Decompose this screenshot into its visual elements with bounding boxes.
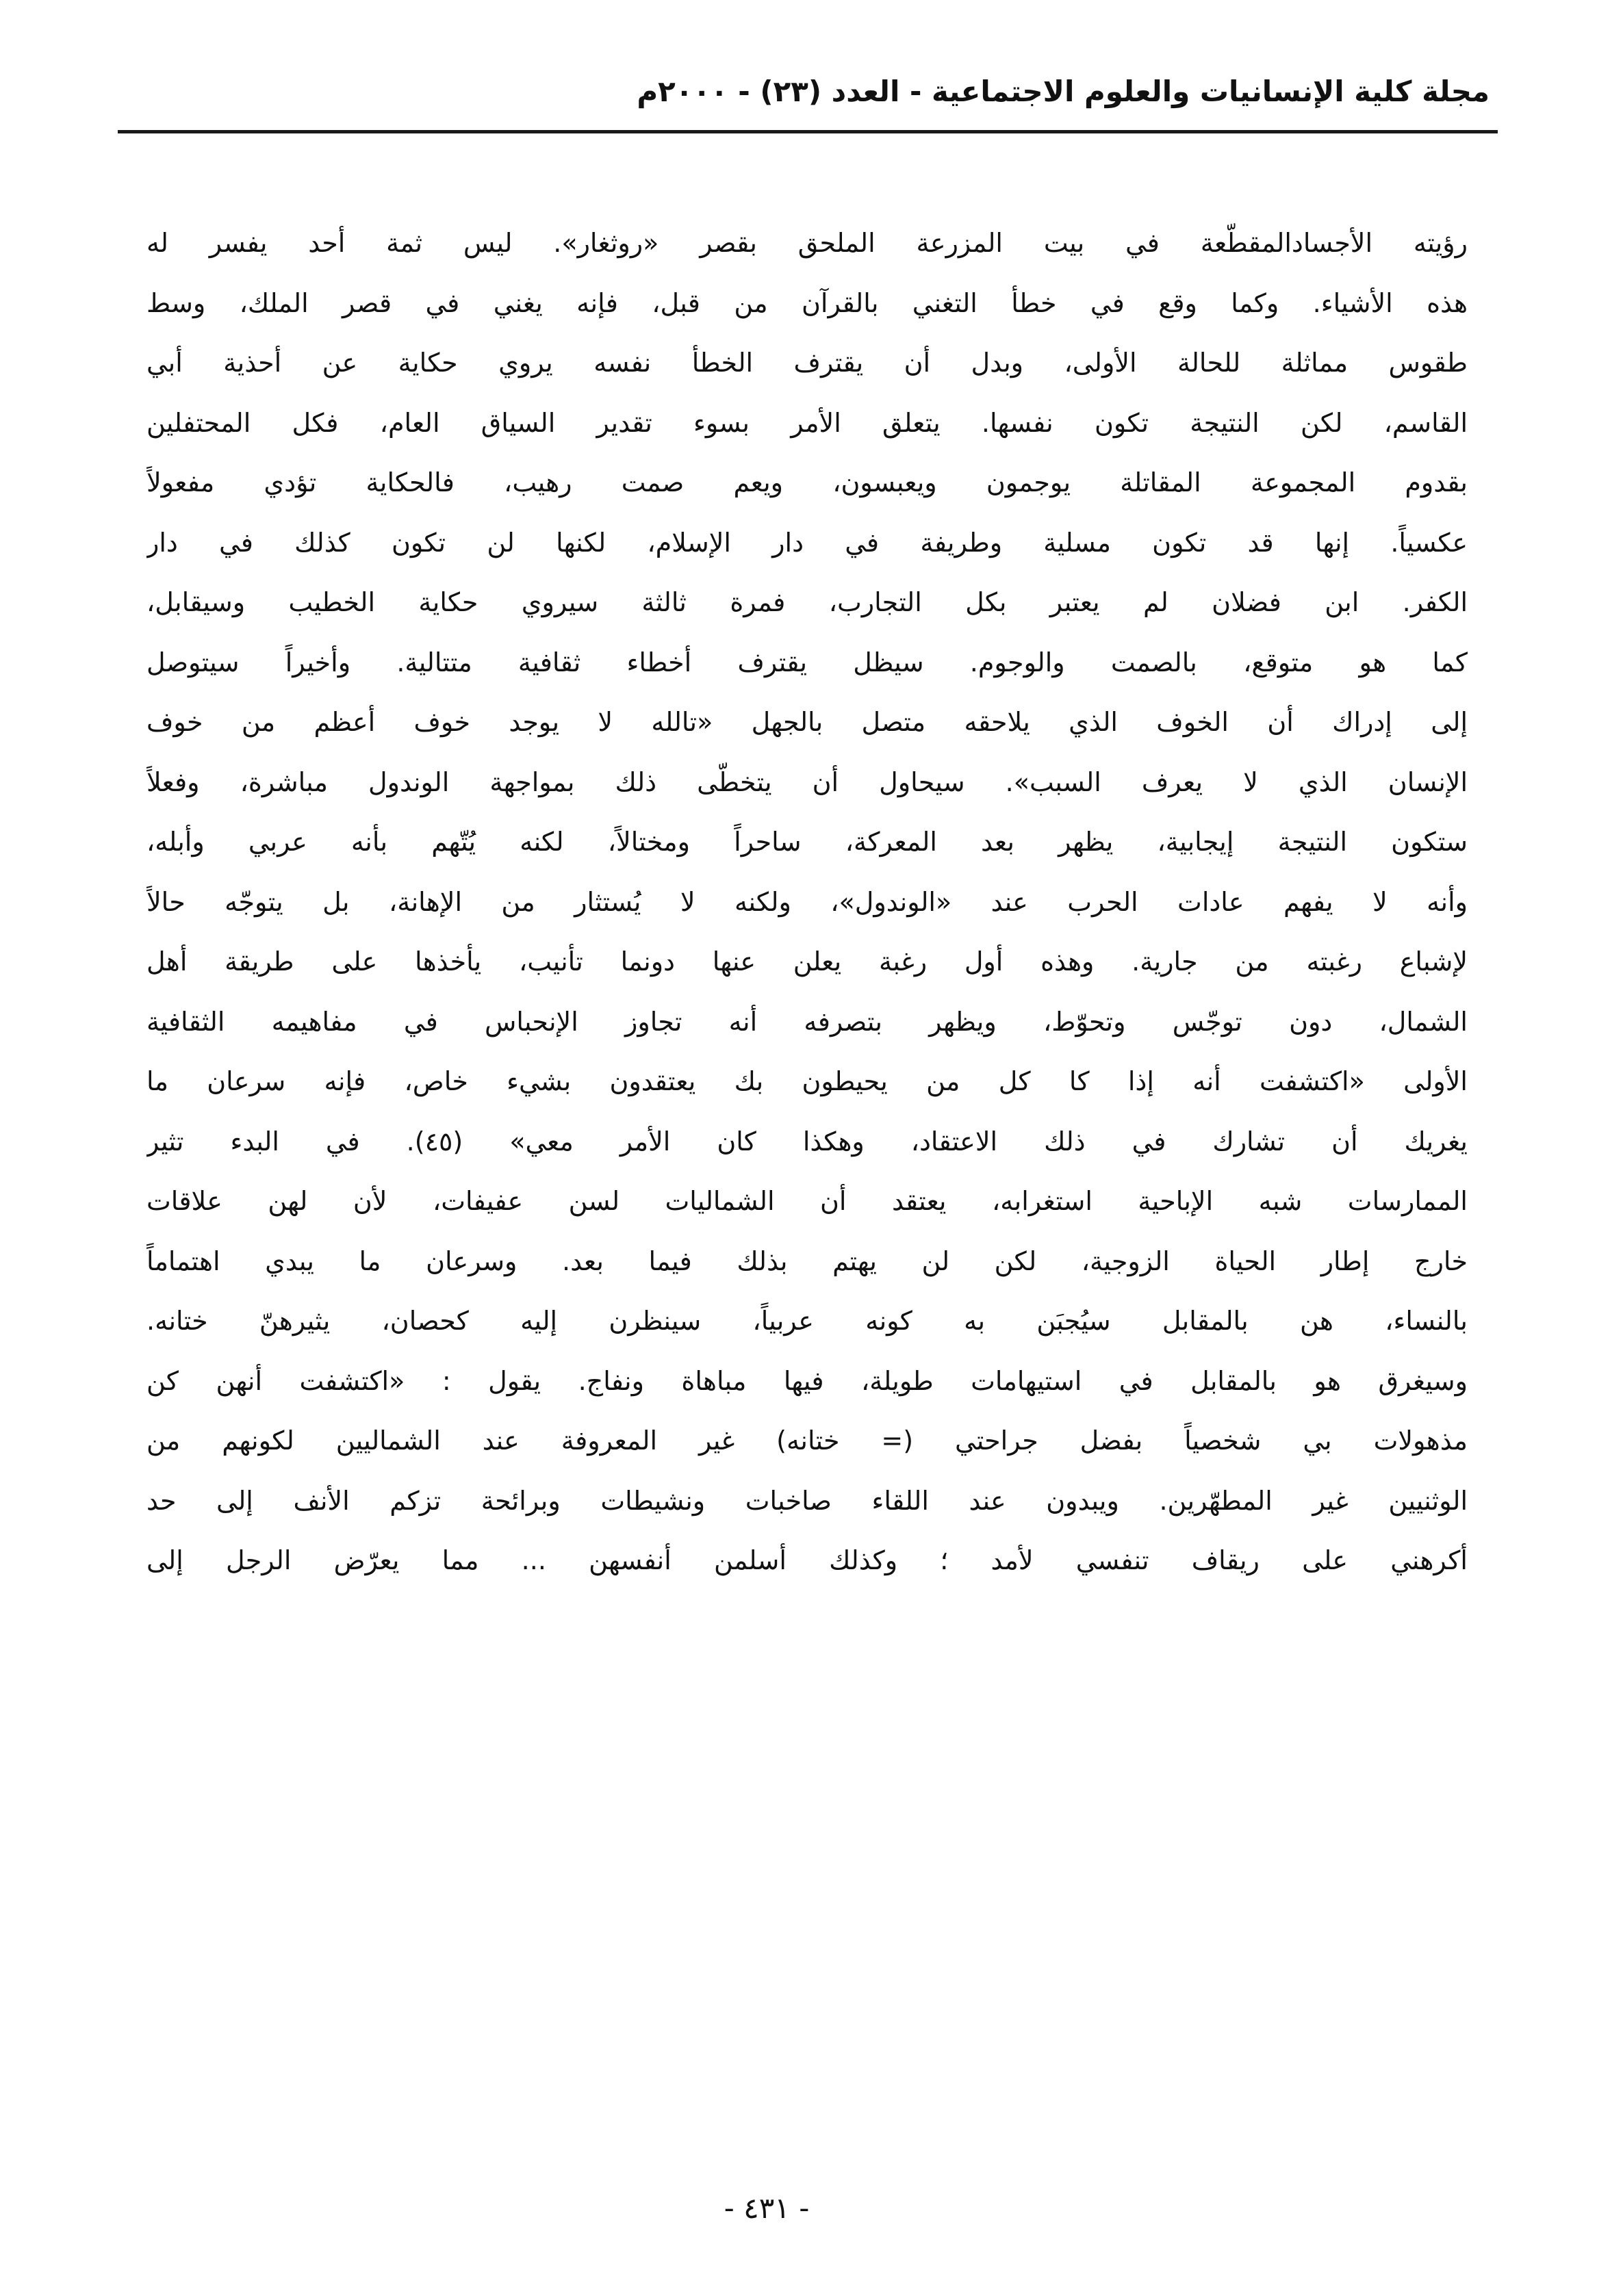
body-line-7: الكفر. ابن فضلان لم يعتبر بكل التجارب، فمرة ثالثة سيروي حكاية الخطيب وسيقابل، (146, 587, 1468, 617)
body-text (146, 214, 1468, 1591)
body-line-14: الشمال، دون توجّس وتحوّط، ويظهر بتصرفه أنه تجاوز الإنحباس في مفاهيمه الثقافية (146, 1006, 1468, 1037)
body-line-15: الأولى «اكتشفت أنه إذا كا كل من يحيطون بك يعتقدون بشيء خاص، فإنه سرعان ما (146, 1066, 1468, 1096)
body-line-23: أكرهني على ريقاف تنفسي لأمد ؛ وكذلك أسلمن أنفسهن ... مما يعرّض الرجل إلى (146, 1545, 1468, 1575)
body-line-13: لإشباع رغبته من جارية. وهذه أول رغبة يعلن عنها دونما تأنيب، يأخذها على طريقة أهل (146, 946, 1468, 977)
body-line-18: خارج إطار الحياة الزوجية، لكن لن يهتم بذلك فيما بعد. وسرعان ما يبدي اهتماماً (146, 1246, 1468, 1276)
body-line-8: كما هو متوقع، بالصمت والوجوم. سيظل يقترف أخطاء ثقافية متتالية. وأخيراً سيتوصل (146, 647, 1468, 678)
body-line-2: هذه الأشياء. وكما وقع في خطأ التغني بالقرآن من قبل، فإنه يغني في قصر الملك، وسط (146, 287, 1468, 318)
body-line-16: يغريك أن تشارك في ذلك الاعتقاد، وهكذا كان الأمر معي» (٤٥). في البدء تثير (146, 1126, 1468, 1157)
body-line-19: بالنساء، هن بالمقابل سيُجبَن به كونه عربياً، سينظرن إليه كحصان، يثيرهنّ ختانه. (146, 1306, 1468, 1336)
body-line-9: إلى إدراك أن الخوف الذي يلاحقه متصل بالجهل «تالله لا يوجد خوف أعظم من خوف (146, 707, 1468, 737)
body-line-17: الممارسات شبه الإباحية استغرابه، يعتقد أن الشماليات لسن عفيفات، لأن لهن علاقات (146, 1186, 1468, 1216)
body-line-1: رؤيته الأجسادالمقطّعة في بيت المزرعة الملحق بقصر «روثغار». ليس ثمة أحد يفسر له (146, 228, 1468, 258)
body-line-3: طقوس مماثلة للحالة الأولى، وبدل أن يقترف الخطأ نفسه يروي حكاية عن أحذية أبي (146, 348, 1468, 378)
body-line-4: القاسم، لكن النتيجة تكون نفسها. يتعلق الأمر بسوء تقدير السياق العام، فكل المحتفلين (146, 407, 1468, 438)
page-number: - ٤٣١ - (724, 2191, 810, 2225)
body-line-6: عكسياً. إنها قد تكون مسلية وطريفة في دار الإسلام، لكنها لن تكون كذلك في دار (146, 527, 1468, 558)
header-rule (118, 130, 1498, 133)
body-line-12: وأنه لا يفهم عادات الحرب عند «الوندول»، ولكنه لا يُستثار من الإهانة، بل يتوجّه حالاً (146, 886, 1468, 917)
body-line-10: الإنسان الذي لا يعرف السبب». سيحاول أن يتخطّى ذلك بمواجهة الوندول مباشرة، وفعلاً (146, 766, 1468, 797)
running-header (118, 48, 1498, 134)
journal-title: مجلة كلية الإنسانيات والعلوم الاجتماعية - العدد (٢٣) - ٢٠٠٠م (637, 75, 1490, 108)
body-line-20: وسيغرق هو بالمقابل في استيهامات طويلة، فيها مباهاة ونفاج. يقول : «اكتشفت أنهن كن (146, 1365, 1468, 1396)
body-line-22: الوثنيين غير المطهّرين. ويبدون عند اللقاء صاخبات ونشيطات وبرائحة تزكم الأنف إلى حد (146, 1485, 1468, 1516)
body-line-11: ستكون النتيجة إيجابية، يظهر بعد المعركة، ساحراً ومختالاً، لكنه يُتّهم بأنه عربي وأبله، (146, 827, 1468, 857)
body-line-5: بقدوم المجموعة المقاتلة يوجمون ويعبسون، ويعم صمت رهيب، فالحكاية تؤدي مفعولاً (146, 467, 1468, 498)
body-line-21: مذهولات بي شخصياً بفضل جراحتي (= ختانه) غير المعروفة عند الشماليين لكونهم من (146, 1426, 1468, 1456)
